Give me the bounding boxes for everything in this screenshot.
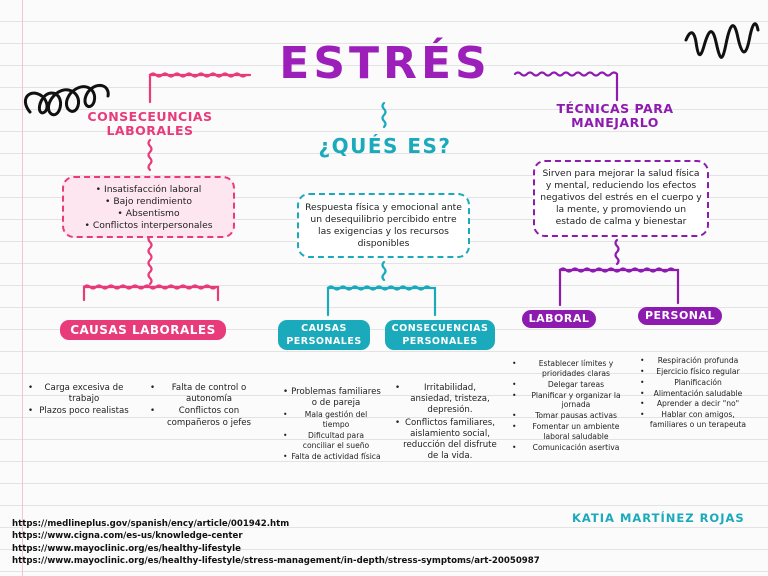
list-item: • Insatisfacción laboral	[68, 184, 229, 196]
laboral-techniques-list	[512, 359, 632, 454]
list-item: • Irritabilidad, ansiedad, tristeza, depresión.	[395, 383, 497, 417]
list-item: • Carga excesiva de trabajo	[28, 383, 132, 405]
list-item: • Problemas familiares o de pareja	[283, 387, 381, 409]
labor-causes-label: CAUSAS LABORALES	[60, 320, 226, 340]
list-item: • Fomentar un ambiente laboral saludable	[512, 422, 632, 442]
personal-consequences-list	[395, 383, 497, 463]
references	[12, 518, 540, 568]
list-item: • Planificar y organizar la jornada	[512, 391, 632, 411]
list-item: • Dificultad para conciliar el sueño	[283, 431, 381, 451]
personal-label: PERSONAL	[638, 307, 722, 325]
list-item: • Falta de actividad física	[283, 452, 381, 462]
reference-link[interactable]: https://www.mayoclinic.org/es/healthy-lifestyle	[12, 543, 241, 554]
techniques-description-box: Sirven para mejorar la salud física y mental, reduciendo los efectos negativos del estrés en el cuerpo y la mente, y promoviendo un estado de calma y bienestar	[533, 160, 709, 237]
list-item: • Falta de control o autonomía	[150, 383, 260, 405]
list-item: • Absentismo	[68, 208, 229, 220]
list-item: • Alimentación saludable	[640, 389, 748, 399]
reference-link[interactable]: https://www.mayoclinic.org/es/healthy-lifestyle/stress-management/in-depth/stress-symptoms/art-20050987	[12, 556, 540, 567]
list-item: • Conflictos con compañeros o jefes	[150, 406, 260, 428]
list-item: • Establecer límites y prioridades claras	[512, 359, 632, 379]
reference-link[interactable]: https://medlineplus.gov/spanish/ency/article/001942.htm	[12, 519, 290, 529]
labor-consequences-box	[62, 176, 235, 238]
list-item: • Bajo rendimiento	[68, 196, 229, 208]
list-item: • Tomar pausas activas	[512, 411, 632, 421]
list-item: • Conflictos familiares, aislamiento social, reducción del disfrute de la vida.	[395, 418, 497, 463]
main-title: ESTRÉS	[279, 38, 491, 89]
list-item: • Aprender a decir "no"	[640, 399, 748, 409]
definition-box: Respuesta física y emocional ante un desequilibrio percibido entre las exigencias y los recursos disponibles	[297, 193, 470, 258]
personal-causes-label: CAUSAS PERSONALES	[278, 320, 370, 350]
list-item: • Respiración profunda	[640, 356, 748, 366]
personal-techniques-list	[640, 356, 748, 431]
personal-consequences-label: CONSECUENCIAS PERSONALES	[385, 320, 495, 350]
list-item: • Planificación	[640, 378, 748, 388]
list-item: • Delegar tareas	[512, 380, 632, 390]
list-item: • Mala gestión del tiempo	[283, 410, 381, 430]
what-is-heading: ¿QUÉS ES?	[318, 134, 452, 158]
personal-causes-list	[283, 387, 381, 463]
laboral-label: LABORAL	[522, 310, 596, 328]
reference-link[interactable]: https://www.cigna.com/es-us/knowledge-center	[12, 531, 243, 542]
list-item: • Hablar con amigos, familiares o un terapeuta	[640, 410, 748, 430]
list-item: • Comunicación asertiva	[512, 443, 632, 453]
list-item: • Conflictos interpersonales	[68, 220, 229, 232]
labor-causes-list-2	[150, 383, 260, 430]
author-name: KATIA MARTÍNEZ ROJAS	[572, 511, 745, 525]
list-item: • Ejercicio físico regular	[640, 367, 748, 377]
left-heading: CONSECEUNCIAS LABORALES	[87, 109, 213, 139]
right-heading: TÉCNICAS PARA MANEJARLO	[556, 101, 674, 131]
labor-causes-list-1	[28, 383, 132, 419]
list-item: • Plazos poco realistas	[28, 406, 132, 417]
